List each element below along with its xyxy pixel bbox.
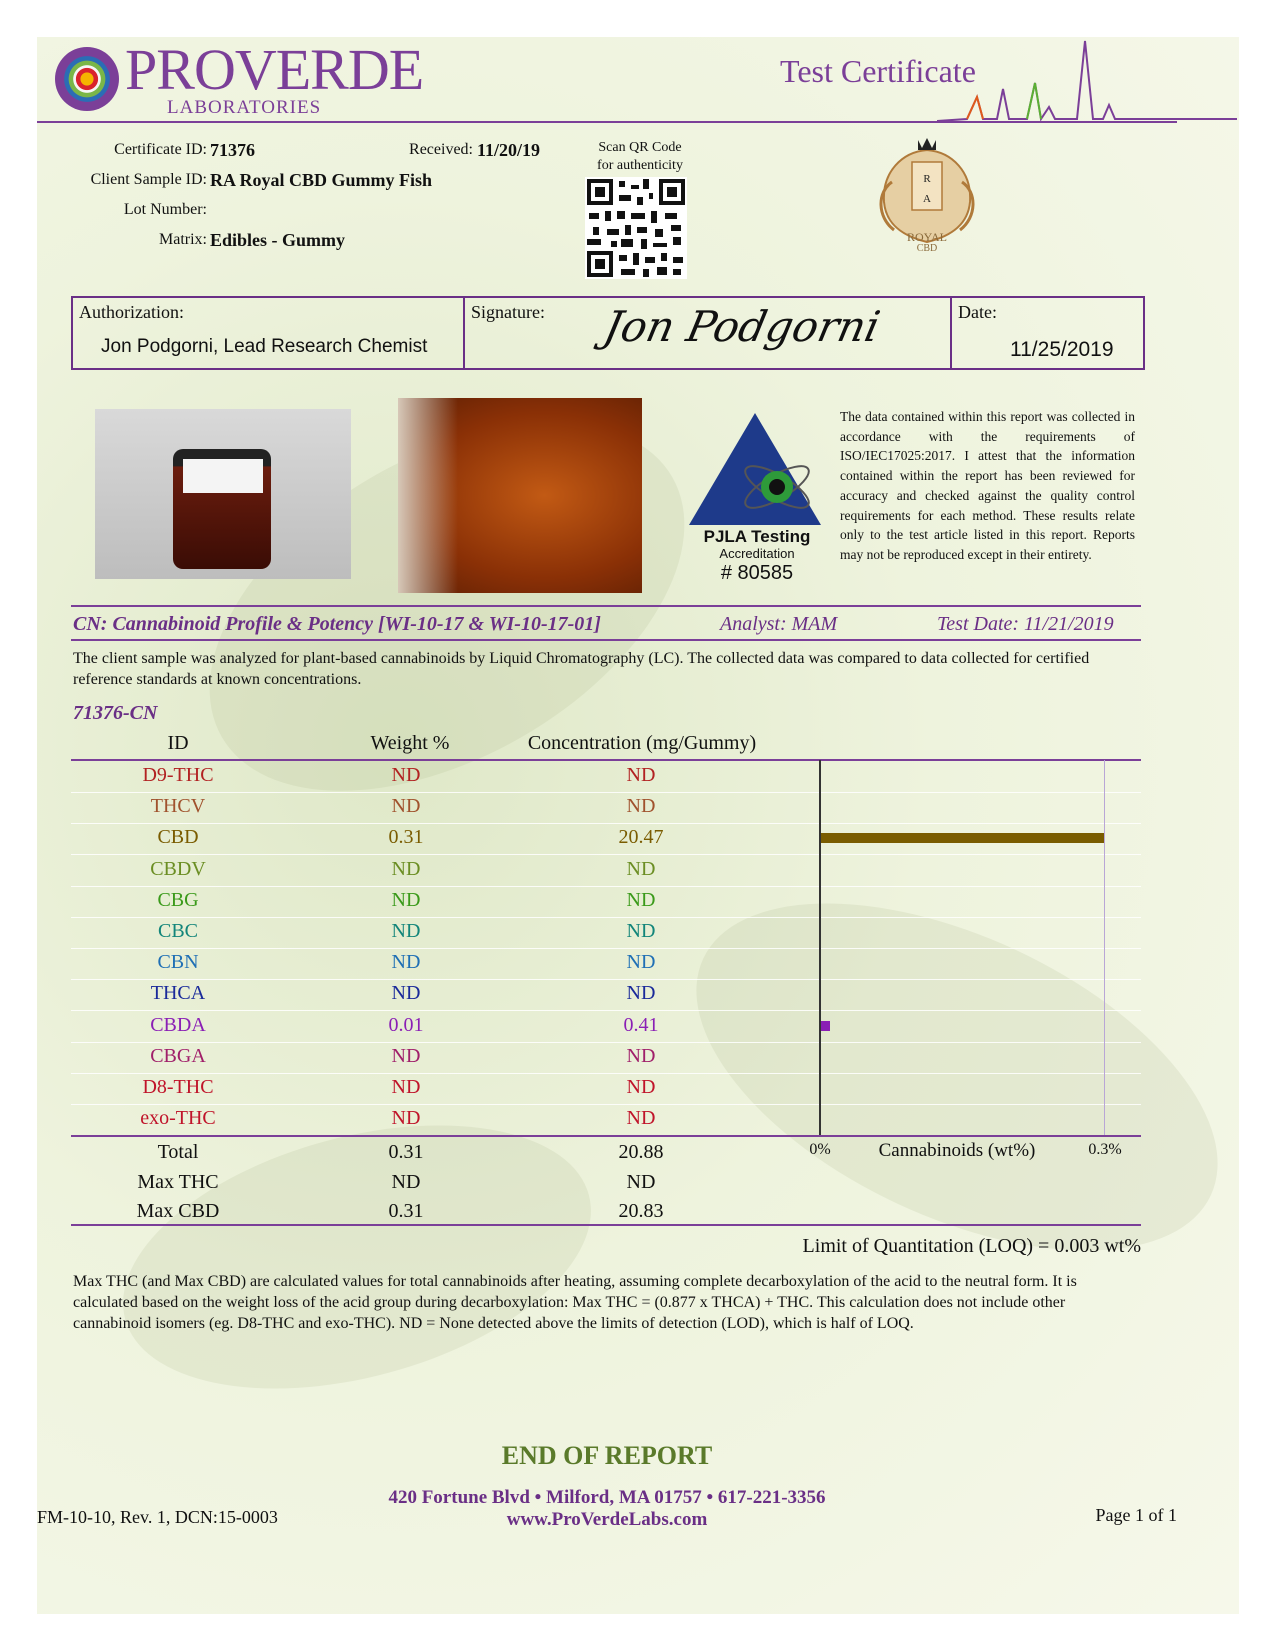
- concentration-value: ND: [626, 1076, 656, 1098]
- chart-axis-title: Cannabinoids (wt%): [878, 1140, 1036, 1161]
- weight-value: 0.01: [388, 1013, 424, 1036]
- concentration-value: ND: [626, 857, 656, 880]
- table-row: [71, 1073, 1141, 1105]
- qr-caption: [585, 139, 695, 175]
- table-row: [71, 948, 1141, 980]
- section-top-rule: [71, 605, 1141, 607]
- brand-name: PROVERDE: [125, 37, 424, 102]
- footer-website[interactable]: www.ProVerdeLabs.com: [506, 1509, 708, 1530]
- loq: Limit of Quantitation (LOQ) = 0.003 wt%: [802, 1235, 1141, 1257]
- weight-value: ND: [391, 951, 421, 974]
- cannabinoid-name: CBC: [157, 920, 199, 942]
- notes: Max THC (and Max CBD) are calculated values for total cannabinoids after heating, assuming complete decarboxylation of the acid to the neutral form. It is calculated based on the weight loss of the acid group during decarboxylation: Max THC = (0.877 x THCA) + THC. This calculation does not include other cannabinoid isomers (eg. D8-THC and exo-THC). ND = None detected above the limits of detection (LOD), which is half of LOQ.: [73, 1273, 1077, 1332]
- date-value: 11/25/2019: [1010, 338, 1114, 361]
- cannabinoid-name: THCA: [150, 982, 206, 1005]
- table-row: [71, 792, 1141, 824]
- cannabinoid-name: D9-THC: [142, 764, 214, 786]
- concentration-value: ND: [626, 1107, 656, 1130]
- header-divider: [37, 121, 1177, 123]
- received-label: Received:: [409, 141, 473, 158]
- total-weight: 0.31: [388, 1141, 424, 1163]
- cannabinoid-name: CBDV: [150, 857, 206, 880]
- signature-cell: [465, 298, 952, 368]
- qr-caption-line: Scan QR Code: [598, 140, 682, 155]
- concentration-value: 20.47: [618, 826, 664, 849]
- chart-bar: [821, 833, 1104, 843]
- crest-letter: R: [923, 173, 931, 185]
- concentration-value: 0.41: [623, 1013, 659, 1036]
- weight-value: ND: [391, 795, 421, 818]
- chart-axis-max: [1104, 760, 1105, 1135]
- analyst: Analyst: MAM: [720, 613, 838, 635]
- cannabinoid-name: CBD: [157, 826, 199, 849]
- form-id: FM-10-10, Rev. 1, DCN:15-0003: [37, 1507, 278, 1527]
- crest-letter: A: [923, 193, 931, 205]
- pjla-subtitle: Accreditation: [719, 546, 795, 561]
- weight-value: ND: [391, 764, 421, 786]
- cannabinoid-name: D8-THC: [142, 1076, 214, 1098]
- column-header-id: ID: [167, 732, 189, 754]
- table-row: [71, 1011, 1141, 1043]
- weight-value: ND: [391, 888, 421, 911]
- authorization-box: [71, 296, 1145, 370]
- concentration-value: ND: [626, 795, 656, 818]
- cannabinoid-name: exo-THC: [140, 1107, 216, 1130]
- authorization-value: Jon Podgorni, Lead Research Chemist: [101, 336, 428, 357]
- section-heading: CN: Cannabinoid Profile & Potency [WI-10-17 & WI-10-17-01]: [73, 613, 601, 635]
- authorization-cell: [73, 298, 465, 368]
- table-row: [71, 917, 1141, 949]
- table-row: [71, 823, 1141, 855]
- table-row: [71, 855, 1141, 887]
- weight-value: ND: [391, 1107, 421, 1130]
- table-totals-rule: [71, 1135, 1141, 1137]
- weight-value: ND: [391, 920, 421, 942]
- sample-code: 71376-CN: [73, 702, 158, 724]
- jar-label: [183, 459, 263, 493]
- total-name: Total: [157, 1141, 199, 1163]
- total-name: Max THC: [137, 1170, 219, 1193]
- lot-number-label: Lot Number:: [123, 201, 207, 218]
- gummy-photo-edge: [398, 398, 458, 593]
- total-concentration: 20.83: [618, 1200, 664, 1222]
- certificate-id-value: 71376: [210, 140, 255, 160]
- chart-axis-max-label: 0.3%: [1088, 1141, 1122, 1158]
- chart-bar: [821, 1021, 830, 1031]
- end-of-report: END OF REPORT: [501, 1441, 713, 1470]
- chart-axis-min-label: 0%: [809, 1141, 831, 1158]
- product-photo-gummy: [398, 398, 642, 593]
- weight-value: ND: [391, 982, 421, 1005]
- product-photo-jar: [95, 409, 351, 579]
- chart-axis-zero: [819, 760, 821, 1135]
- table-bottom-rule: [71, 1224, 1141, 1226]
- total-name: Max CBD: [136, 1200, 220, 1222]
- signature-label: Signature:: [471, 302, 545, 322]
- client-sample-label: Client Sample ID:: [90, 171, 207, 188]
- authorization-label: Authorization:: [79, 302, 184, 322]
- section-bottom-rule: [71, 639, 1141, 641]
- concentration-value: ND: [626, 982, 656, 1005]
- weight-value: 0.31: [388, 826, 424, 849]
- received-value: 11/20/19: [477, 140, 541, 160]
- chromatogram-icon: [937, 37, 1237, 127]
- weight-value: ND: [391, 1044, 421, 1067]
- certificate-id-label: Certificate ID:: [114, 141, 207, 158]
- qr-caption-line: for authenticity: [597, 158, 683, 173]
- brand-subtitle: LABORATORIES: [167, 97, 322, 118]
- date-cell: [952, 298, 1143, 368]
- concentration-value: ND: [626, 888, 656, 911]
- page-number: Page 1 of 1: [1095, 1505, 1177, 1525]
- pjla-number: # 80585: [720, 562, 794, 584]
- table-row: [71, 886, 1141, 918]
- client-sample-value: RA Royal CBD Gummy Fish: [210, 170, 433, 190]
- cannabinoid-name: CBGA: [150, 1044, 206, 1067]
- matrix-value: Edibles - Gummy: [210, 230, 346, 250]
- total-weight: ND: [391, 1170, 421, 1193]
- cannabinoid-name: THCV: [150, 795, 206, 818]
- concentration-value: ND: [626, 951, 656, 974]
- weight-value: ND: [391, 1076, 421, 1098]
- signature-image: Jon Podgorni: [599, 302, 885, 351]
- page-title: Test Certificate: [780, 53, 976, 89]
- table-row: [71, 979, 1141, 1011]
- date-label: Date:: [958, 302, 997, 322]
- footer-address: 420 Fortune Blvd • Milford, MA 01757 • 617-221-3356: [388, 1487, 826, 1508]
- accreditation-statement: The data contained within this report was collected in accordance with the requirements of ISO/IEC17025:2017. I attest that the information contained within the report has been reviewed for accuracy and checked against the quality control requirements for each method. These results relate only to the test article listed in this report. Reports may not be reproduced except in their entirety.: [840, 409, 1135, 562]
- concentration-value: ND: [626, 920, 656, 942]
- proverde-logo-icon: [55, 47, 119, 111]
- column-header-weight: Weight %: [370, 732, 450, 754]
- client-logo-name: ROYAL: [906, 230, 947, 244]
- total-weight: 0.31: [388, 1200, 424, 1222]
- table-row: [71, 761, 1141, 793]
- table-row: [71, 1042, 1141, 1074]
- client-logo-sub: CBD: [916, 243, 938, 254]
- certificate-page: [37, 37, 1239, 1614]
- client-logo-text: [897, 232, 957, 254]
- cannabinoid-name: CBDA: [150, 1013, 206, 1036]
- test-date: Test Date: 11/21/2019: [937, 613, 1114, 635]
- pjla-name: PJLA Testing: [703, 527, 811, 546]
- total-concentration: 20.88: [618, 1141, 664, 1163]
- column-header-concentration: Concentration (mg/Gummy): [527, 732, 757, 754]
- pjla-logo-icon: [685, 409, 825, 527]
- concentration-value: ND: [626, 764, 656, 786]
- totals-row: [71, 1168, 1141, 1199]
- total-concentration: ND: [626, 1170, 656, 1193]
- cannabinoid-name: CBN: [157, 951, 199, 974]
- concentration-value: ND: [626, 1044, 656, 1067]
- weight-value: ND: [391, 857, 421, 880]
- cannabinoid-name: CBG: [157, 888, 199, 911]
- table-row: [71, 1104, 1141, 1136]
- matrix-label: Matrix:: [159, 231, 207, 248]
- section-description: The client sample was analyzed for plant-based cannabinoids by Liquid Chromatography (LC). The collected data was compared to data collected for certified reference standards at known concentrations.: [73, 650, 1090, 688]
- qr-code-icon[interactable]: [585, 177, 687, 279]
